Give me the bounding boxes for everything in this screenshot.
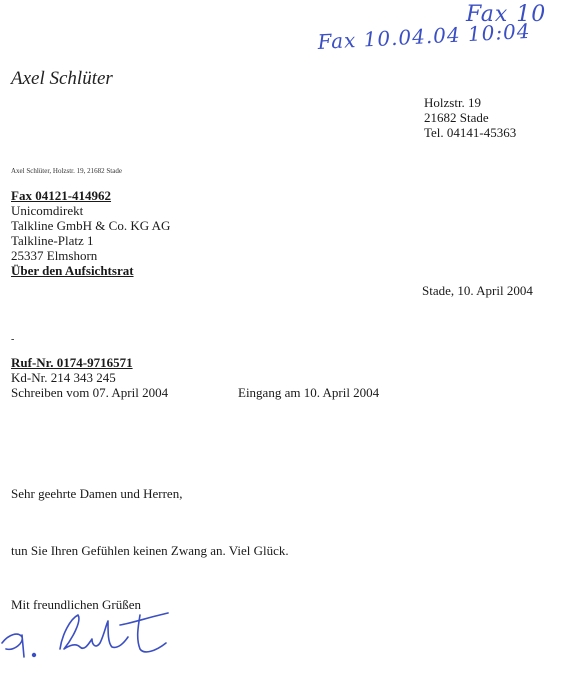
sender-address — [424, 95, 516, 140]
recipient-fax: Fax 04121-414962 — [11, 188, 112, 203]
dash-mark: - — [11, 334, 15, 345]
recipient-line: 25337 Elmshorn — [11, 248, 98, 263]
return-address-line: Axel Schlüter, Holzstr. 19, 21682 Stade — [11, 167, 122, 175]
reference-schreiben: Schreiben vom 07. April 2004 — [11, 385, 169, 400]
recipient-line: Unicomdirekt — [11, 203, 84, 218]
reference-eingang: Eingang am 10. April 2004 — [238, 385, 380, 400]
body-text: tun Sie Ihren Gefühlen keinen Zwang an. Viel Glück. — [11, 543, 289, 558]
sender-phone: Tel. 04141-45363 — [424, 125, 517, 140]
fax-mark-date: Fax 10.04.04 10:04 — [317, 18, 532, 54]
recipient-block — [11, 188, 170, 278]
reference-ruf-nr: Ruf-Nr. 0174-9716571 — [11, 355, 133, 370]
signature — [0, 605, 180, 665]
recipient-line: Talkline GmbH & Co. KG AG — [11, 218, 171, 233]
reference-block — [11, 355, 168, 400]
recipient-attention: Über den Aufsichtsrat — [11, 263, 134, 278]
fax-mark-top: Fax 10 — [466, 2, 547, 27]
place-date: Stade, 10. April 2004 — [422, 283, 533, 298]
salutation: Sehr geehrte Damen und Herren, — [11, 486, 183, 501]
reference-kd-nr: Kd-Nr. 214 343 245 — [11, 370, 116, 385]
recipient-line: Talkline-Platz 1 — [11, 233, 94, 248]
sender-address-city: 21682 Stade — [424, 110, 489, 125]
sender-name: Axel Schlüter — [11, 68, 113, 89]
sender-address-street: Holzstr. 19 — [424, 95, 482, 110]
closing: Mit freundlichen Grüßen — [11, 597, 141, 612]
